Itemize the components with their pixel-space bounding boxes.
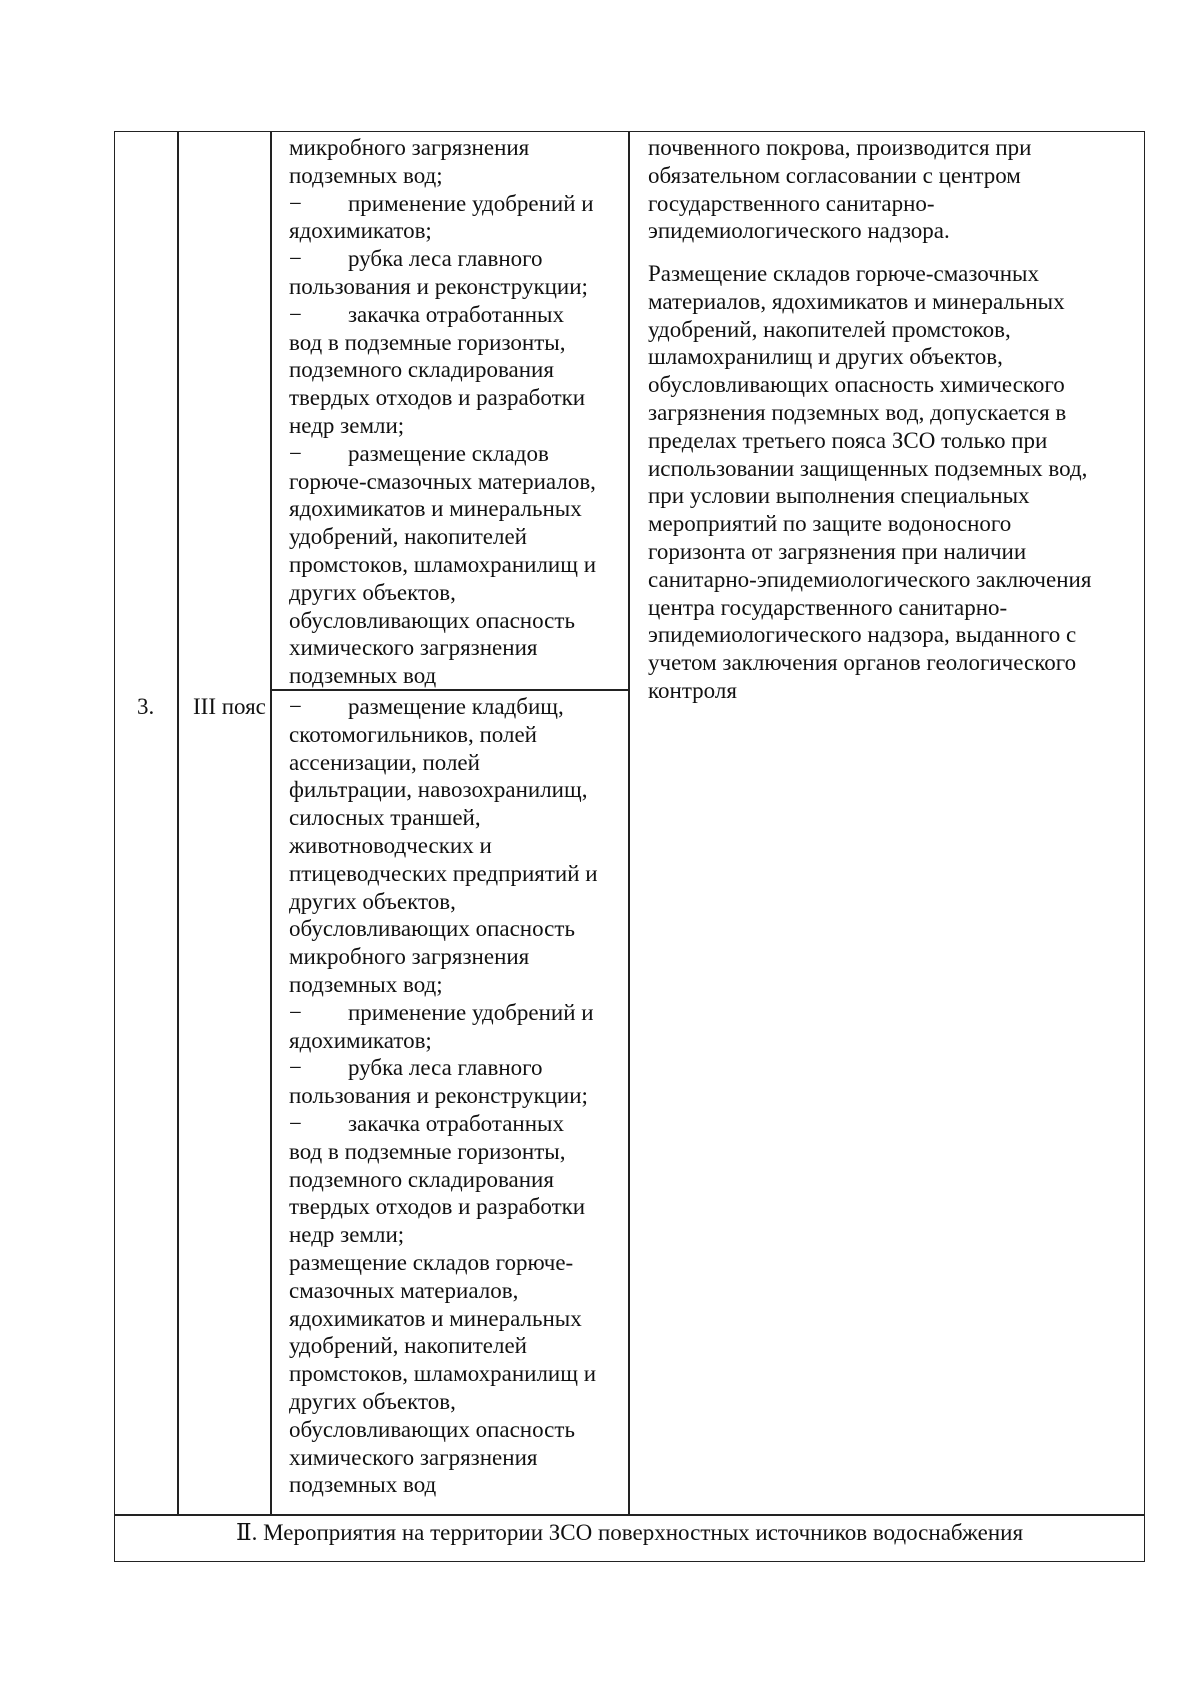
top-measure-line: подземного складирования [289,357,554,383]
right-para2-line: удобрений, накопителей промстоков, [648,316,1011,342]
row3-measure-line: промстоков, шламохранилищ и [289,1361,597,1387]
top-measure-line: пользования и реконструкции; [289,273,588,299]
right-column-para-1 [648,134,1031,245]
col-divider-3 [628,132,630,1514]
row3-measure-line: птицеводческих предприятий и [289,860,598,886]
row3-measure-line: ядохимикатов; [289,1027,432,1053]
right-para1-line: почвенного покрова, производится при [648,135,1032,160]
top-measure-line: химического загрязнения [289,635,538,661]
row3-measure-line: ядохимикатов и минеральных [289,1305,582,1331]
row3-measure-line: удобрений, накопителей [289,1333,527,1359]
right-para2-line: при условии выполнения специальных [648,483,1030,509]
right-para2-line: пределах третьего пояса ЗСО только при [648,427,1048,453]
top-measure-line: удобрений, накопителей [289,524,527,550]
col-divider-1 [177,132,179,1514]
top-measure-line: − рубка леса главного [289,246,543,272]
row3-measure-line: животноводческих и [289,832,492,858]
top-measure-line: − применение удобрений и [289,190,594,216]
row3-measure-line: смазочных материалов, [289,1277,519,1303]
row3-measure-line: обусловливающих опасность [289,1416,575,1442]
col-divider-2 [270,132,272,1514]
row3-measure-line: других объектов, [289,888,456,914]
top-measure-line: ядохимикатов; [289,218,432,244]
top-measure-line: вод в подземные горизонты, [289,329,566,355]
row3-measure-line: − рубка леса главного [289,1055,543,1081]
row3-measure-line: − применение удобрений и [289,999,594,1025]
right-para1-line: обязательном согласовании с центром [648,162,1021,188]
row3-measure-line: − размещение кладбищ, [289,694,564,719]
row3-measure-line: микробного загрязнения [289,944,530,970]
row3-measure-line: − закачка отработанных [289,1110,564,1136]
top-measure-line: обусловливающих опасность [289,607,575,633]
right-para1-line: государственного санитарно- [648,190,935,216]
section-heading-surface-sources: Ⅱ. Мероприятия на территории ЗСО поверхностных источников водоснабжения [235,1520,1024,1545]
top-measure-line: подземных вод; [289,162,443,188]
top-measure-line: микробного загрязнения [289,135,530,160]
right-para1-line: эпидемиологического надзора. [648,218,950,244]
right-para2-line: горизонта от загрязнения при наличии [648,538,1027,564]
top-measure-line: других объектов, [289,579,456,605]
row3-measure-line: вод в подземные горизонты, [289,1138,566,1164]
right-para2-line: обусловливающих опасность химического [648,372,1065,398]
row3-measure-line: ассенизации, полей [289,749,480,775]
right-para2-line: Размещение складов горюче-смазочных [648,261,1039,286]
right-para2-line: мероприятий по защите водоносного [648,511,1012,537]
right-para2-line: центра государственного санитарно- [648,594,1008,620]
row3-measure-line: химического загрязнения [289,1444,538,1470]
row3-measure-line: подземных вод; [289,971,443,997]
row3-measure-line: подземных вод [289,1472,437,1498]
top-measure-line: − размещение складов [289,440,549,466]
row3-measure-line: других объектов, [289,1388,456,1414]
right-para2-line: эпидемиологического надзора, выданного с [648,622,1077,648]
top-measure-line: горюче-смазочных материалов, [289,468,596,494]
top-measure-line: ядохимикатов и минеральных [289,496,582,522]
right-para2-line: учетом заключения органов геологического [648,650,1077,676]
top-measure-line: подземных вод [289,663,437,689]
top-measure-line: промстоков, шламохранилищ и [289,551,597,577]
row3-measure-line: подземного складирования [289,1166,554,1192]
footer-divider [115,1514,1144,1516]
right-para2-line: материалов, ядохимикатов и минеральных [648,288,1065,314]
row-3-measures [289,693,598,1499]
right-para2-line: шламохранилищ и других объектов, [648,344,1003,370]
right-column-para-2 [648,260,1091,705]
row3-measure-line: фильтрации, навозохранилищ, [289,777,588,803]
row3-measure-line: силосных траншей, [289,805,481,831]
row3-measure-line: размещение складов горюче- [289,1249,574,1275]
right-para2-line: санитарно-эпидемиологического заключения [648,566,1092,592]
row3-measure-line: пользования и реконструкции; [289,1083,588,1109]
row3-measure-line: недр земли; [289,1222,405,1248]
top-row-measures [289,134,596,690]
row3-measure-line: обусловливающих опасность [289,916,575,942]
right-para2-line: контроля [648,677,737,703]
top-measure-line: твердых отходов и разработки [289,385,586,411]
top-measure-line: − закачка отработанных [289,301,564,327]
right-para2-line: загрязнения подземных вод, допускается в [648,399,1067,425]
row-number: 3. [137,694,155,719]
row3-measure-line: твердых отходов и разработки [289,1194,586,1220]
right-para2-line: использовании защищенных подземных вод, [648,455,1088,481]
row3-measure-line: скотомогильников, полей [289,721,537,747]
top-measure-line: недр земли; [289,412,405,438]
zone-name: III пояс [193,694,266,719]
requirements-table [114,131,1145,1562]
